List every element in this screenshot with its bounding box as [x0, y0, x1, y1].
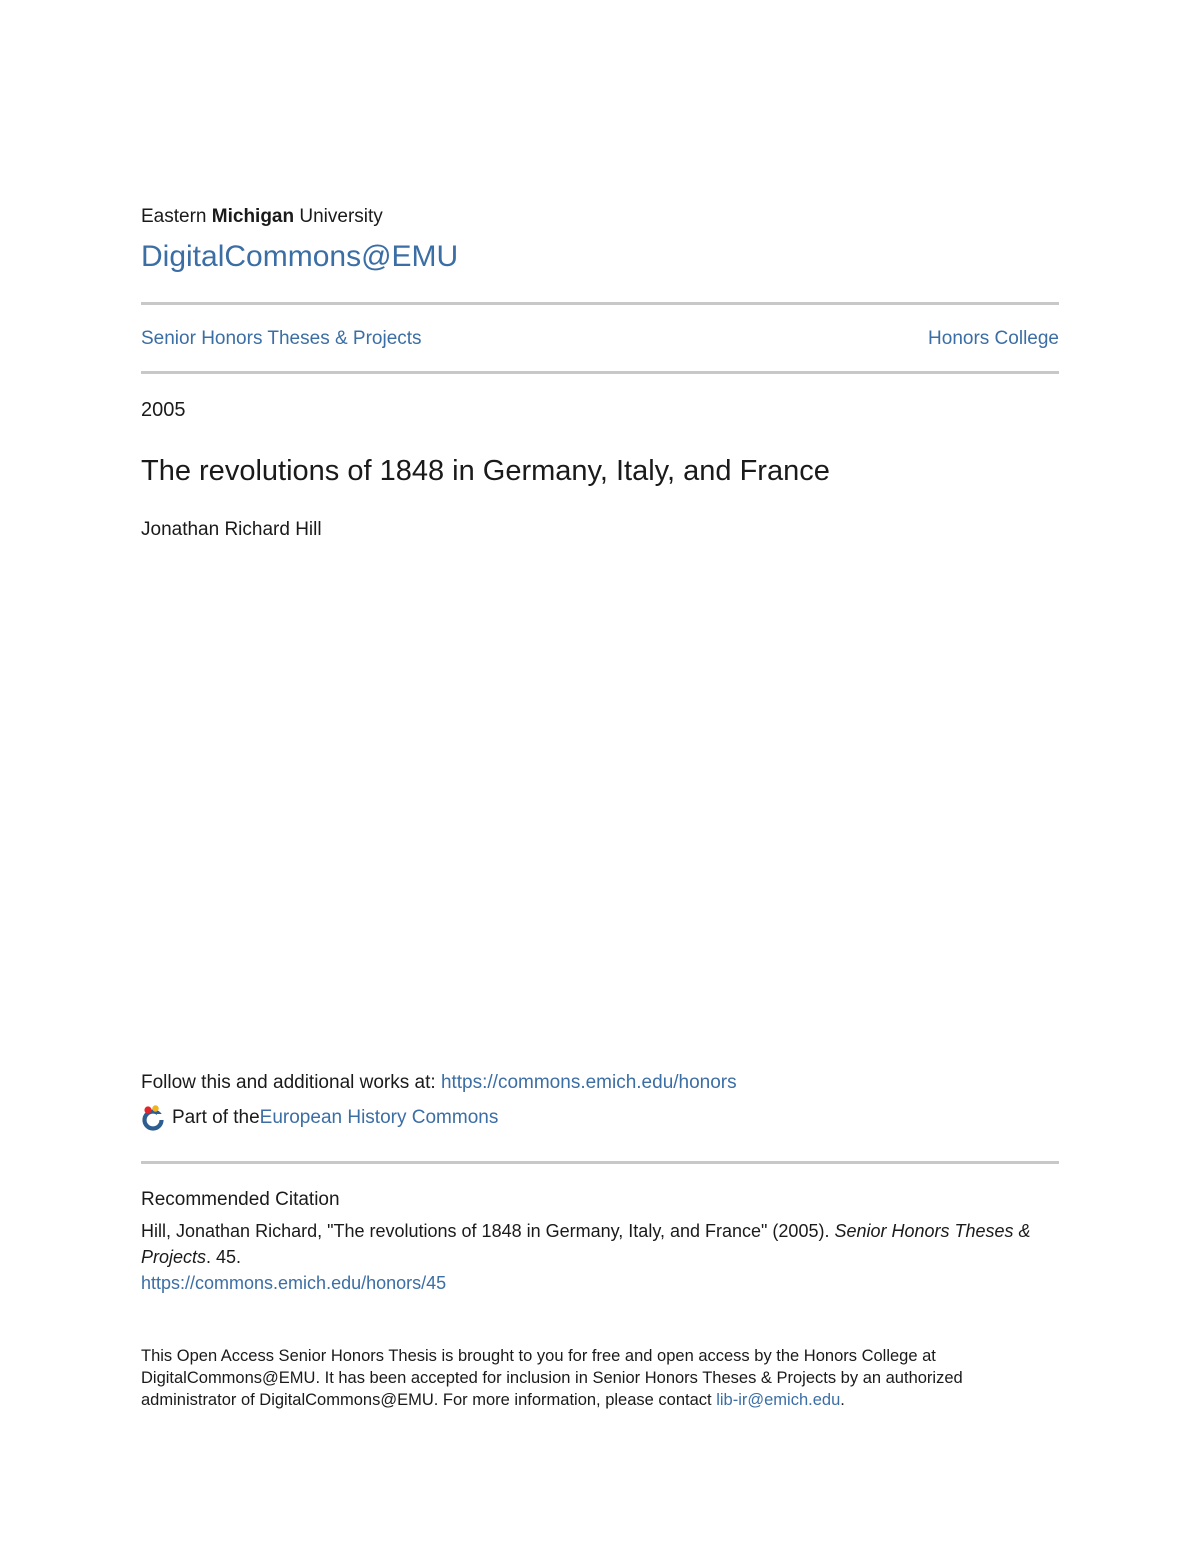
- institution-name: [141, 206, 383, 228]
- divider-header-bottom: [141, 371, 1059, 374]
- college-link[interactable]: Honors College: [928, 328, 1059, 349]
- institution-prefix: Eastern: [141, 206, 212, 227]
- repository-link[interactable]: DigitalCommons@EMU: [141, 240, 459, 273]
- document-title: The revolutions of 1848 in Germany, Italy, and France: [141, 455, 830, 487]
- citation-url-link[interactable]: https://commons.emich.edu/honors/45: [141, 1273, 447, 1293]
- follow-url-link[interactable]: https://commons.emich.edu/honors: [440, 1072, 737, 1093]
- part-of-line: [141, 1104, 498, 1132]
- citation-heading: Recommended Citation: [141, 1189, 340, 1210]
- notice-text: This Open Access Senior Honors Thesis is brought to you for free and open access by the Honors College at DigitalCommons@EMU. It has been accepted for inclusion in Senior Honors Theses & Projects by an authorized administrator of DigitalCommons@EMU. For more information, please contact: [141, 1347, 963, 1409]
- publication-year: 2005: [141, 399, 186, 421]
- access-notice: [141, 1345, 1041, 1411]
- document-author: Jonathan Richard Hill: [141, 519, 322, 540]
- institution-suffix: University: [294, 206, 383, 227]
- follow-label: Follow this and additional works at:: [141, 1072, 441, 1093]
- series-link[interactable]: Senior Honors Theses & Projects: [141, 328, 422, 349]
- citation-number: . 45.: [206, 1247, 242, 1267]
- contact-email-link[interactable]: lib-ir@emich.edu: [716, 1391, 841, 1409]
- citation-series: Senior Honors Theses & Projects: [141, 1221, 1031, 1267]
- part-of-label: Part of the: [172, 1107, 260, 1128]
- divider-citation: [141, 1161, 1059, 1164]
- divider-top: [141, 302, 1059, 305]
- cover-page: [141, 0, 1059, 1553]
- follow-line: [141, 1072, 737, 1094]
- citation-body: [141, 1218, 1041, 1296]
- institution-bold: Michigan: [211, 206, 295, 227]
- citation-text: Hill, Jonathan Richard, "The revolutions of 1848 in Germany, Italy, and France" (2005).: [141, 1221, 835, 1241]
- notice-end: .: [840, 1391, 845, 1409]
- commons-network-icon: [141, 1104, 167, 1132]
- discipline-link[interactable]: European History Commons: [259, 1107, 499, 1128]
